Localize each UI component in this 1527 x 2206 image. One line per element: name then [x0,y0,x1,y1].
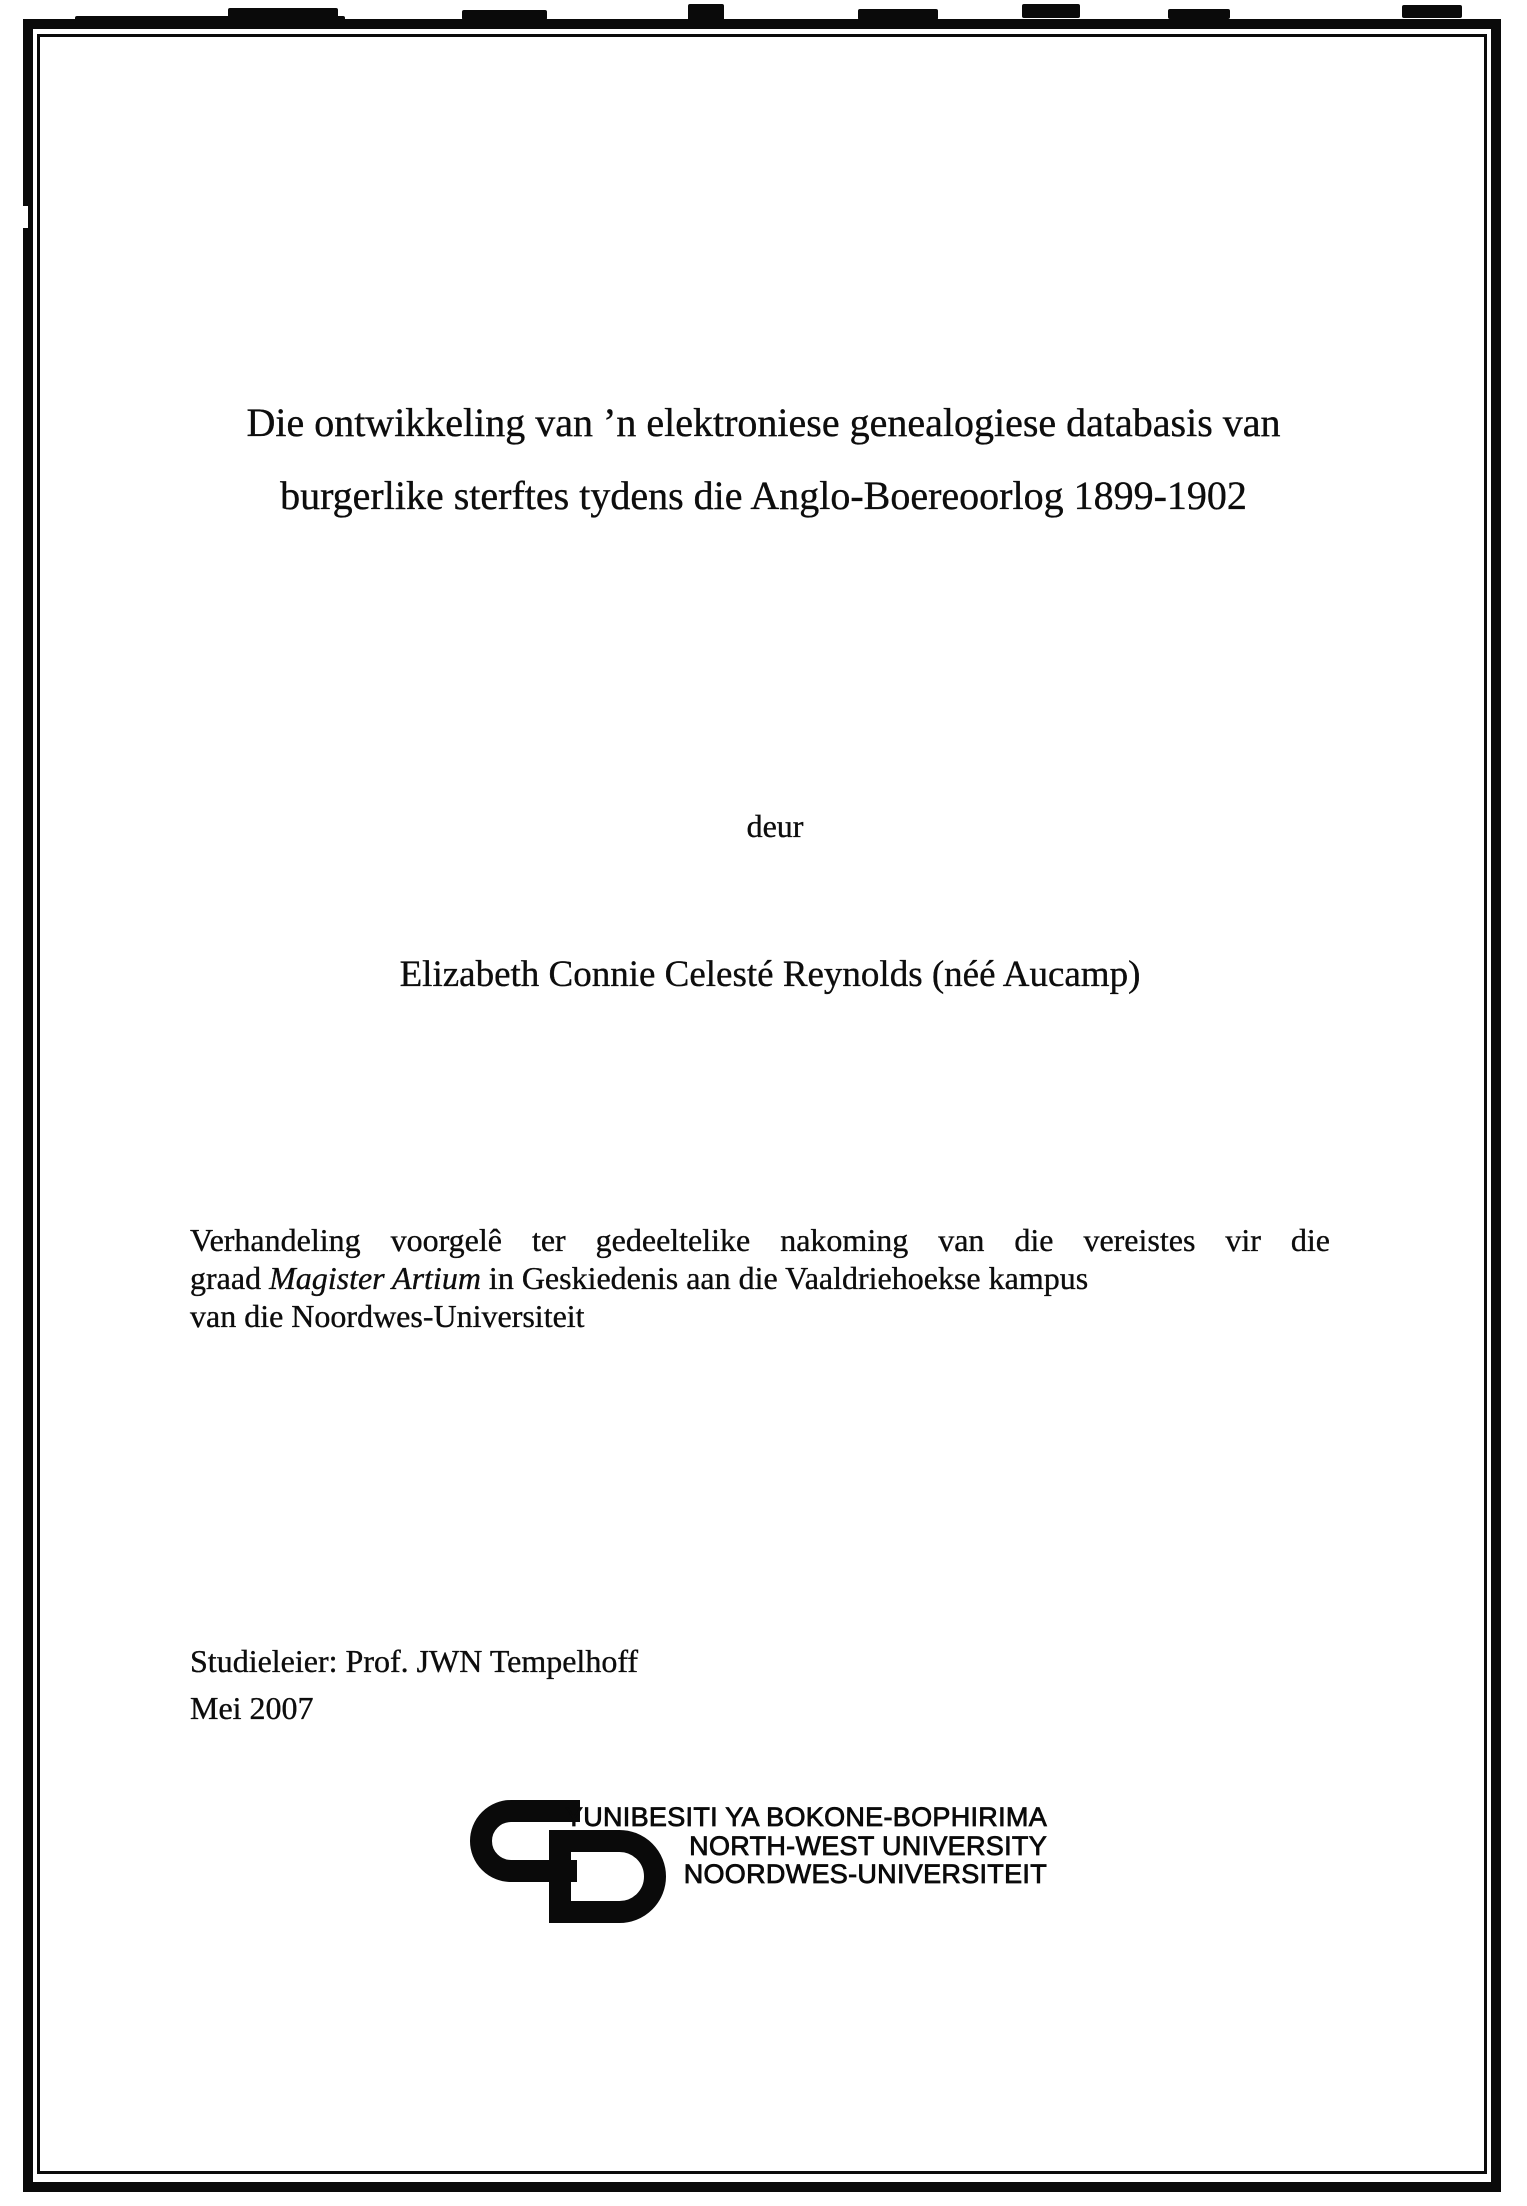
scan-artifact [1022,4,1080,18]
supervisor-line: Studieleier: Prof. JWN Tempelhoff [190,1643,639,1679]
logo-line-setswana: YUNIBESITI YA BOKONE-BOPHIRIMA [564,1802,1047,1832]
degree-statement-line3: van die Noordwes-Universiteit [190,1298,585,1334]
supervisor-block [190,1638,638,1732]
degree-statement-line2-post: in Geskiedenis aan die Vaaldriehoekse kampus [480,1260,1089,1296]
degree-statement-line1: Verhandeling voorgelê ter gedeeltelike nakoming van die vereistes vir die [190,1222,1330,1258]
scan-artifact [462,10,547,20]
thesis-title [60,386,1467,532]
thesis-title-line1: Die ontwikkeling van ’n elektroniese genealogiese databasis van [246,400,1281,445]
logo-line-afrikaans: NOORDWES-UNIVERSITEIT [683,1859,1047,1890]
logo-line-english: NORTH-WEST UNIVERSITY [689,1830,1047,1861]
scan-artifact [1168,9,1230,19]
degree-statement [190,1221,1330,1335]
byline: deur [746,808,804,844]
scan-artifact [23,206,28,228]
degree-title-italic: Magister Artium [269,1260,481,1296]
degree-statement-line2-pre: graad [190,1260,270,1296]
scan-artifact [1402,5,1462,18]
university-logo-text [560,1803,1047,1889]
author-name: Elizabeth Connie Celesté Reynolds (néé Aucamp) [399,954,1141,995]
thesis-title-line2: burgerlike sterftes tydens die Anglo-Boereoorlog 1899-1902 [280,473,1247,518]
date-line: Mei 2007 [190,1690,314,1726]
scan-artifact [228,8,338,20]
scan-artifact [858,9,938,20]
scan-artifact [688,4,724,21]
degree-statement-line2 [190,1259,1330,1297]
